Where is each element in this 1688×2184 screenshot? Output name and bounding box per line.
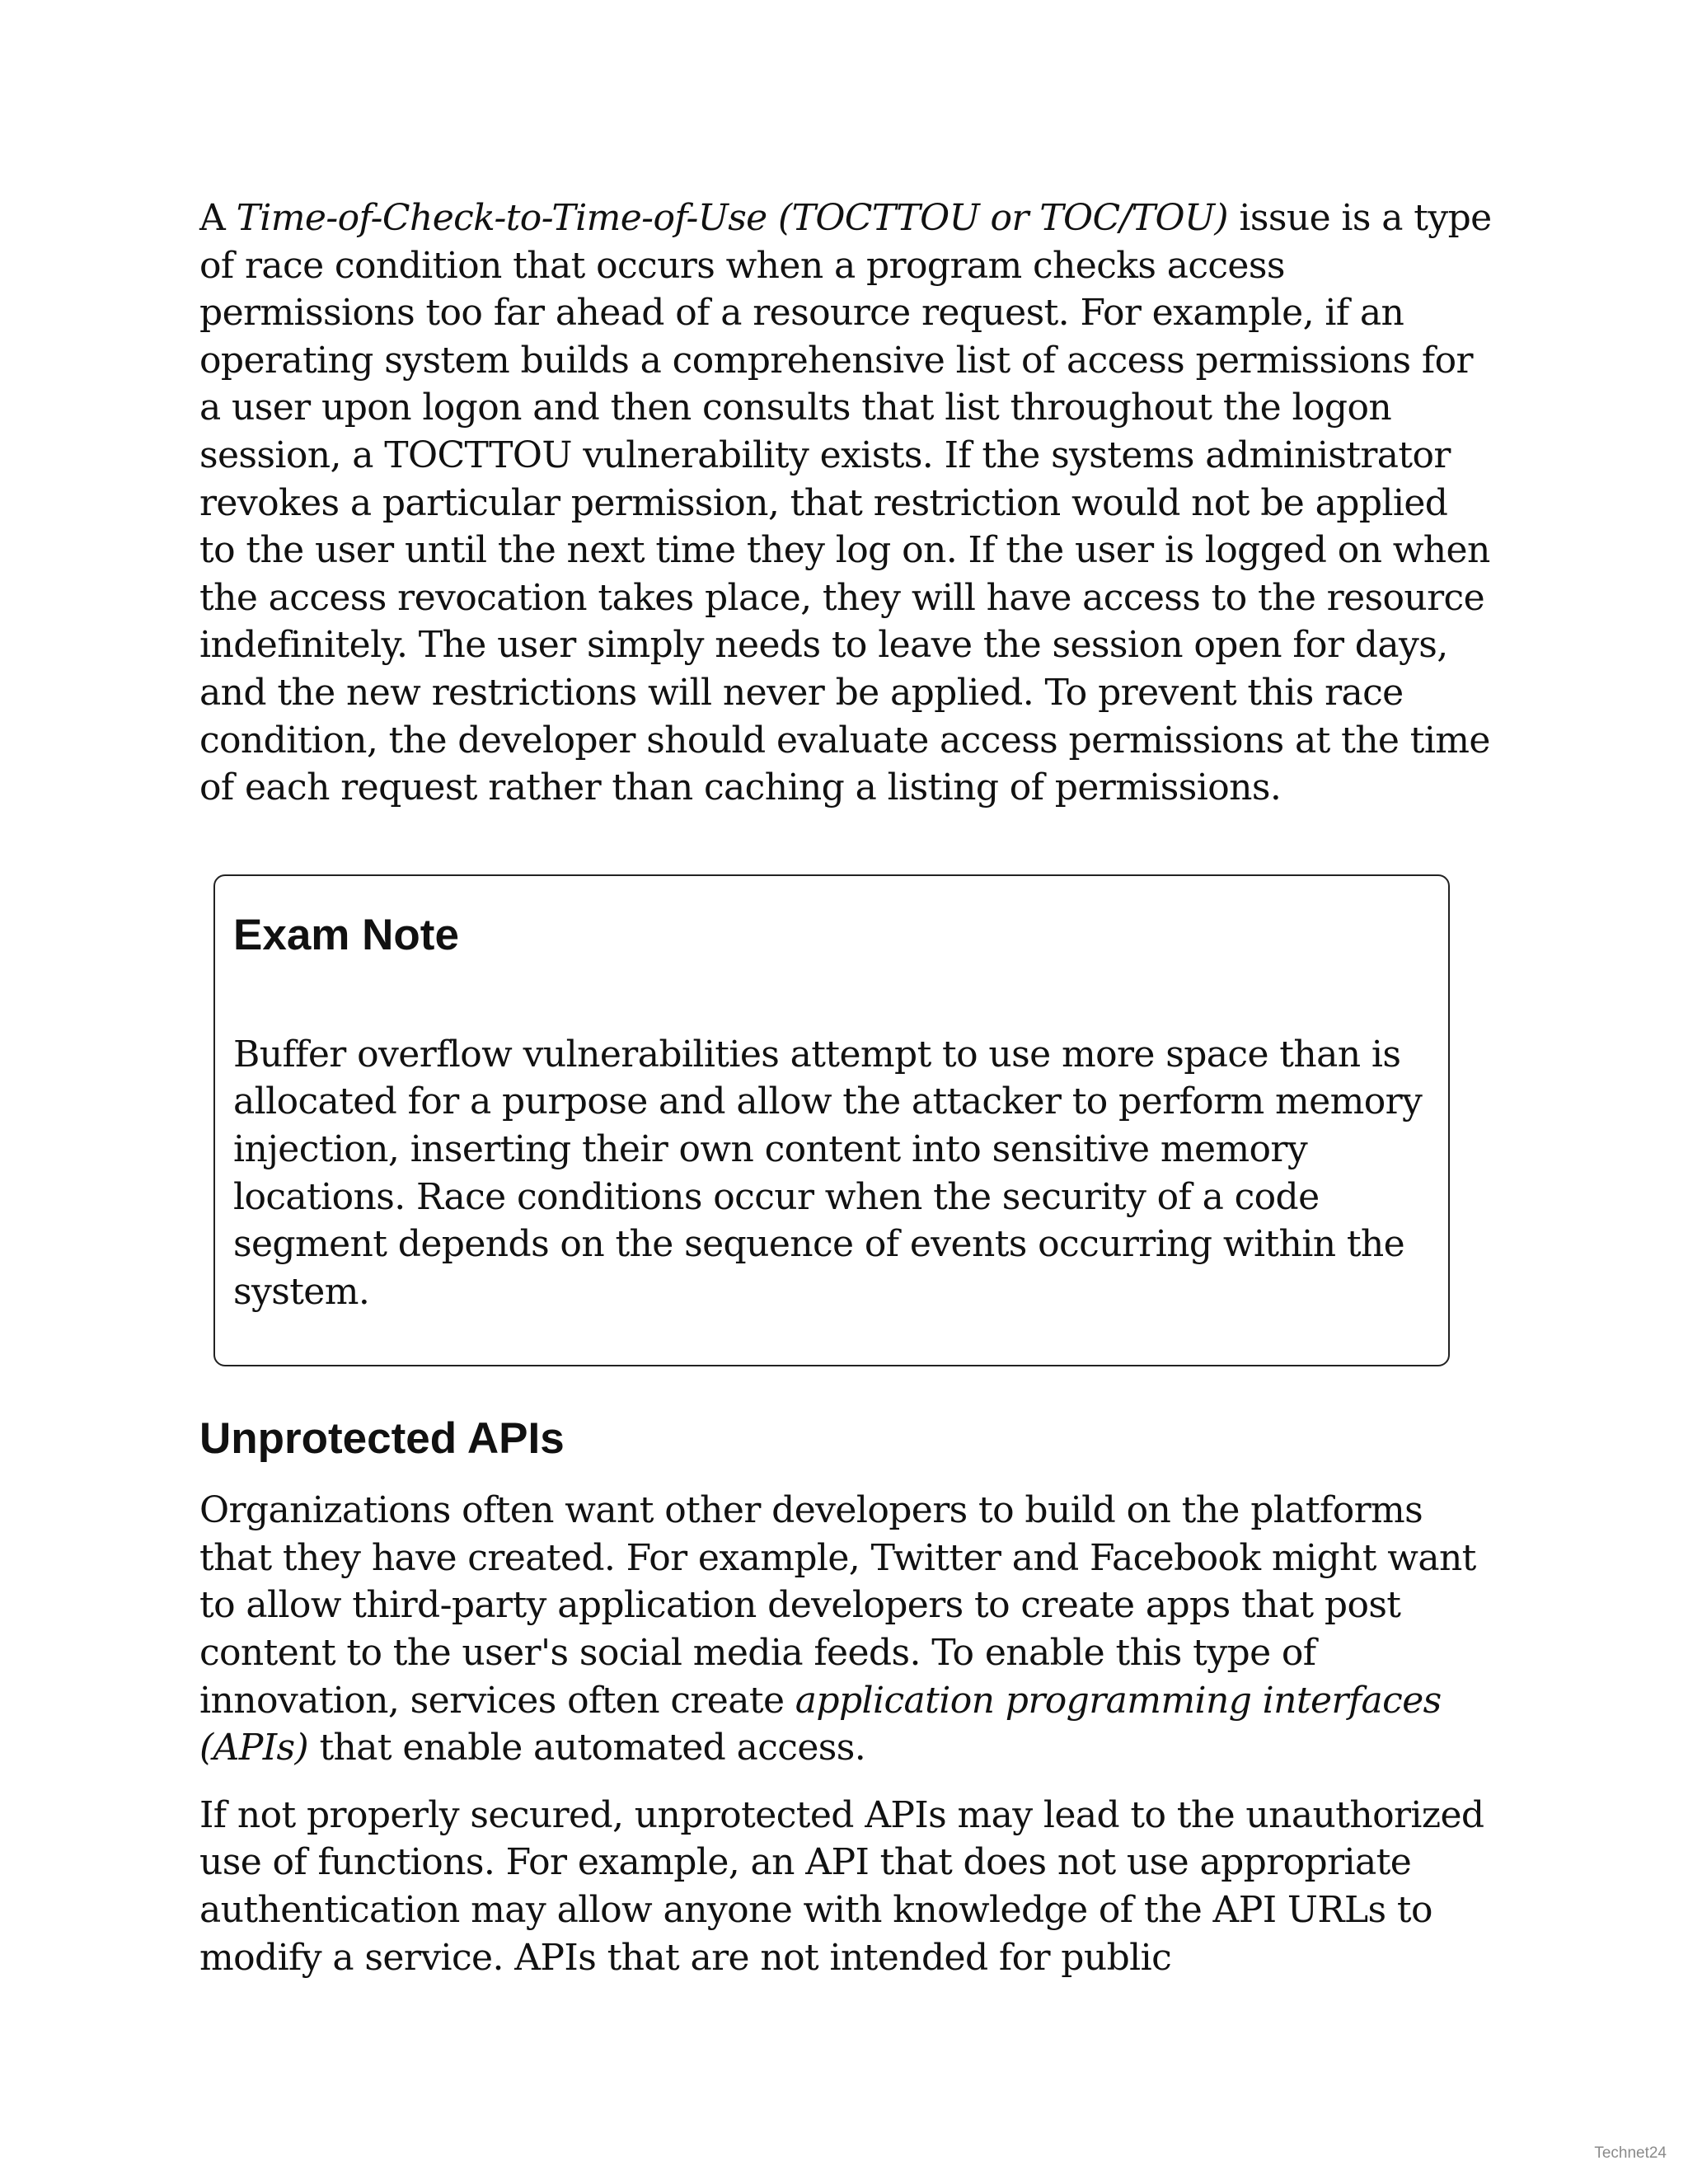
watermark-text: Technet24 [1594, 2144, 1667, 2162]
exam-note-title: Exam Note [233, 910, 459, 959]
toctou-term: Time-of-Check-to-Time-of-Use (TOCTTOU or TOC/TOU) [236, 197, 1229, 239]
para1-lead: A [199, 197, 237, 239]
para2-lead: Organizations often want other developers to build on the platforms that they have created. For example, Twitter and Facebook might want to allow third-party application developers to create apps that post content to the user's social media feeds. To enable this type of innovation, services often create [199, 1489, 1476, 1722]
para1-rest: issue is a type of race condition that occurs when a program checks access permissions too far ahead of a resource request. For example, if an operating system builds a comprehensive list of access permissions for a user upon logon and then consults that list throughout the logon session, a TOCTTOU vulnerability exists. If the systems administrator revokes a particular permission, that restriction would not be applied to the user until the next time they log on. If the user is logged on when the access revocation takes place, they will have access to the resource indefinitely. The user simply needs to leave the session open for days, and the new restrictions will never be applied. To prevent this race condition, the developer should evaluate access permissions at the time of each request rather than caching a listing of permissions. [199, 197, 1492, 809]
unprotected-apis-paragraph: If not properly secured, unprotected APIs may lead to the unauthorized use of functions. For example, an API that does not use appropriate authentication may allow anyone with knowledge of the API URLs to modify a service. APIs that are not intended for public [199, 1793, 1484, 1979]
api-term: application programming interfaces (APIs) [199, 1679, 1442, 1769]
exam-note-body: Buffer overflow vulnerabilities attempt to use more space than is allocated for a purpose and allow the attacker to perform memory injection, inserting their own content into sensitive memory locations. Race conditions occur when the security of a code segment depends on the sequence of events occurring within the system. [233, 1033, 1423, 1313]
toctou-paragraph [199, 194, 1493, 812]
section-heading: Unprotected APIs [199, 1414, 565, 1464]
exam-note-box [213, 874, 1450, 1367]
apis-paragraph [199, 1487, 1493, 1772]
page-content [199, 194, 1493, 1981]
para2-rest: that enable automated access. [308, 1727, 866, 1769]
